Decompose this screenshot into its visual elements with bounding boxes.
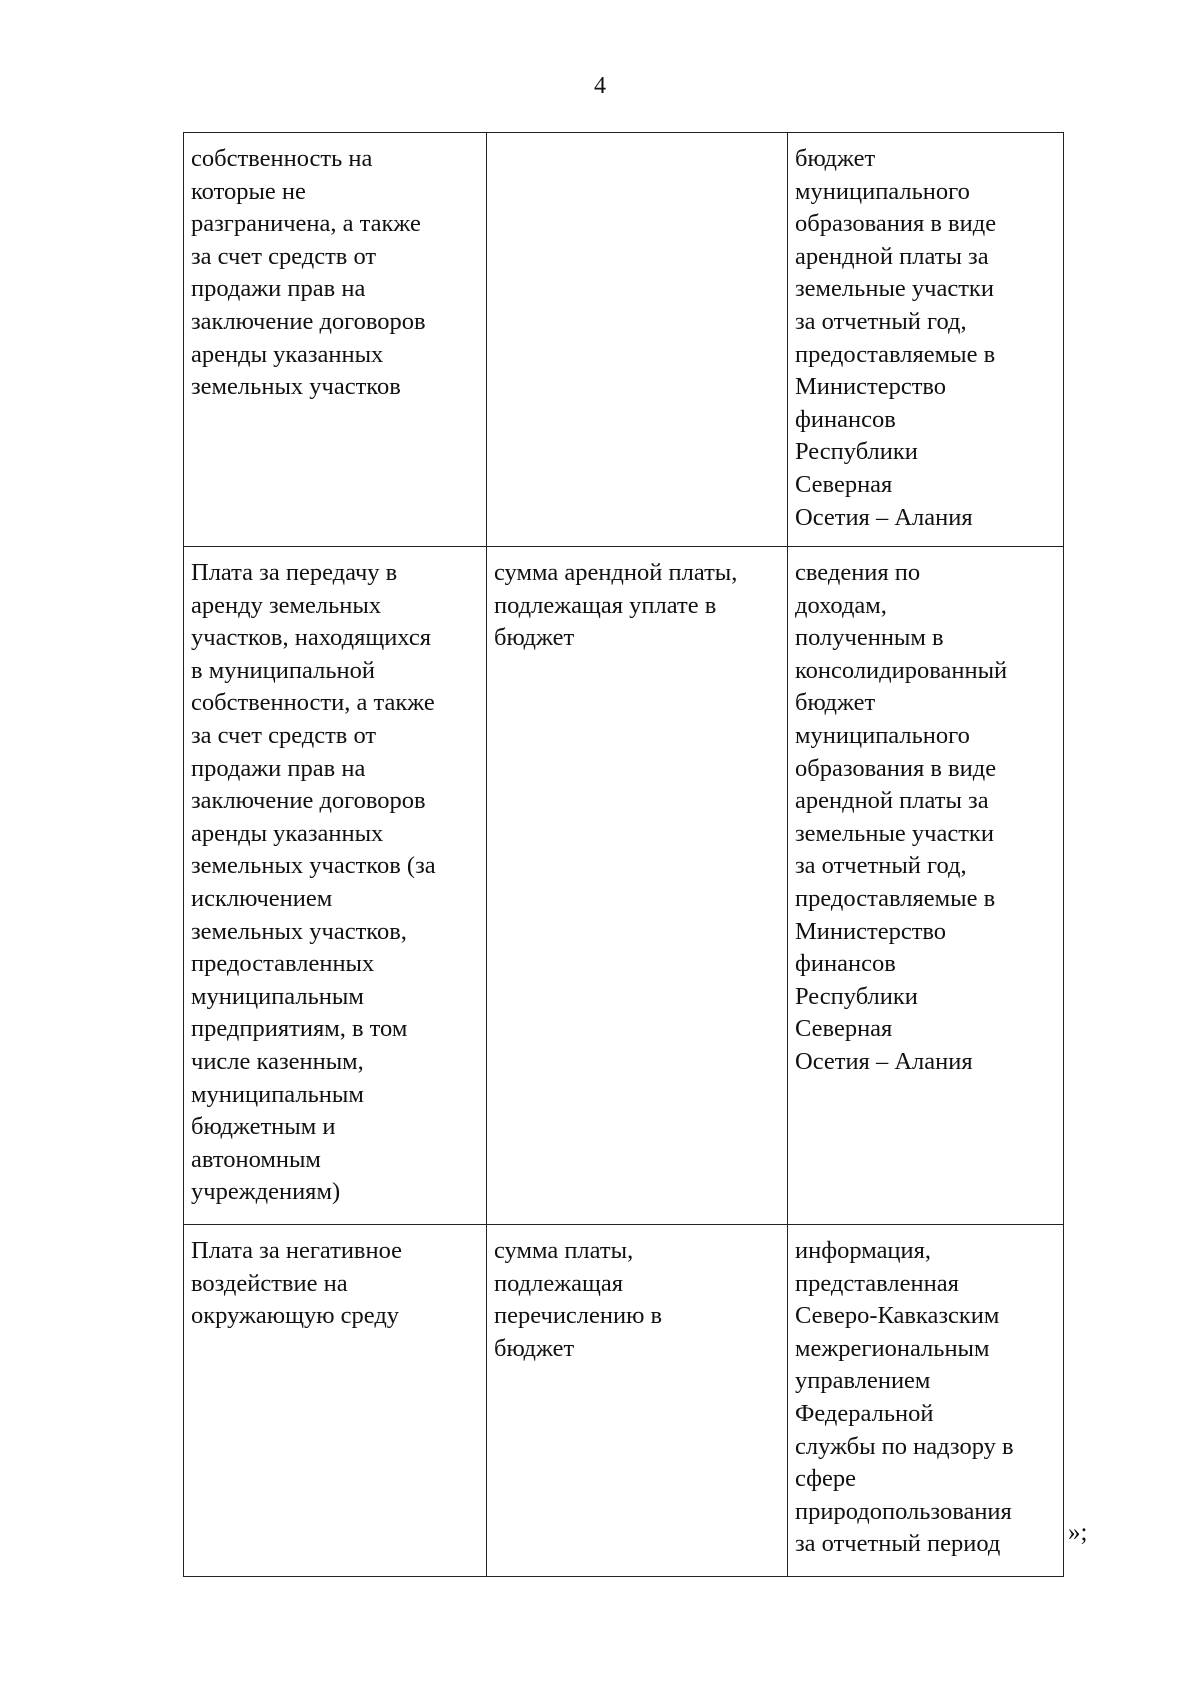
table-cell-payment-type bbox=[184, 1225, 487, 1577]
closing-quote-mark: »; bbox=[1068, 1519, 1088, 1546]
table-cell-source bbox=[788, 1225, 1064, 1577]
table-cell-amount bbox=[487, 547, 788, 1225]
cell-text: бюджет муниципального образования в виде арендной платы за земельные участки за отчетный год, предоставляемые в Министерство финансов Республики Северная Осетия – Алания bbox=[795, 145, 997, 531]
table-row bbox=[184, 133, 1064, 547]
cell-text: Плата за негативное воздействие на окружающую среду bbox=[191, 1237, 403, 1330]
table-row bbox=[184, 1225, 1064, 1577]
cell-text: Плата за передачу в аренду земельных участков, находящихся в муниципальной собственности, а также за счет средств от продажи прав на заключение договоров аренды указанных земельных участков (за исключением земельных участков, предоставленных муниципальным предприятиям, в том числе казенным, муниципальным бюджетным и автономным учреждениям) bbox=[191, 559, 436, 1206]
table-cell-amount bbox=[487, 1225, 788, 1577]
cell-text: информация, представленная Северо-Кавказским межрегиональным управлением Федеральной службы по надзору в сфере природопользования за отчетный период bbox=[795, 1237, 1014, 1558]
table-cell-payment-type bbox=[184, 547, 487, 1225]
cell-text: сумма платы, подлежащая перечислению в бюджет bbox=[494, 1237, 663, 1362]
document-table bbox=[183, 132, 1064, 1577]
table-cell-source bbox=[788, 133, 1064, 547]
table-cell-source bbox=[788, 547, 1064, 1225]
table-cell-amount bbox=[487, 133, 788, 547]
table-cell-payment-type bbox=[184, 133, 487, 547]
cell-text: сумма арендной платы, подлежащая уплате в бюджет bbox=[494, 559, 738, 652]
cell-text: сведения по доходам, полученным в консолидированный бюджет муниципального образования в виде арендной платы за земельные участки за отчетный год, предоставляемые в Министерство финансов Республики Северная Осетия – Алания bbox=[795, 559, 1008, 1075]
page-number: 4 bbox=[594, 73, 606, 99]
cell-text: собственность на которые не разграничена, а также за счет средств от продажи прав на заключение договоров аренды указанных земельных участков bbox=[191, 145, 426, 401]
table-row bbox=[184, 547, 1064, 1225]
